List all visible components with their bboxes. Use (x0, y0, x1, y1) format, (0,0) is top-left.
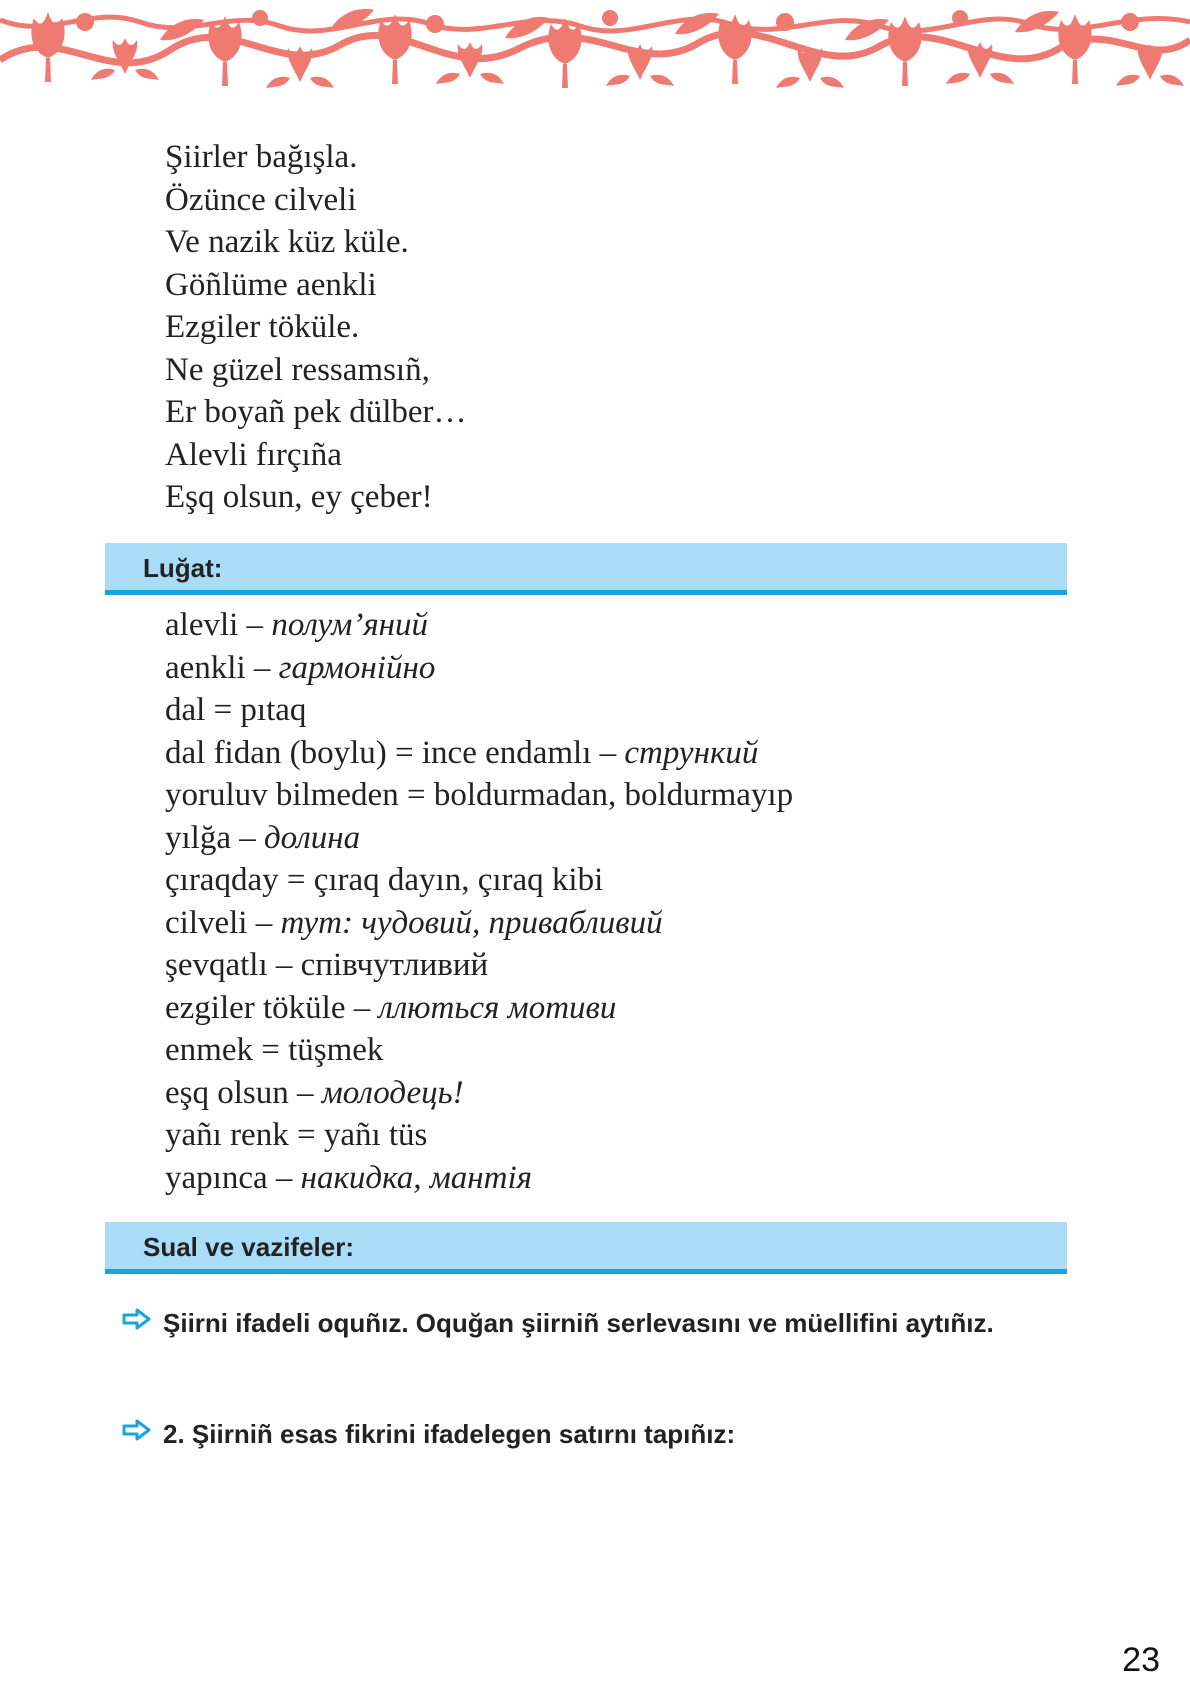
vocabulary-translation: ллються мотиви (378, 989, 617, 1026)
arrow-right-icon (122, 1308, 152, 1330)
vocabulary-word: dal fidan (boylu) = ince endamlı – (165, 734, 625, 771)
vocabulary-word: yapınca – (165, 1159, 301, 1196)
poem-line: Ve nazik küz küle. (165, 224, 409, 260)
vocabulary-entry (165, 1029, 793, 1072)
vocabulary-entry (165, 604, 793, 647)
poem-line: Ezgiler töküle. (165, 309, 360, 345)
poem-line: Göñlüme aenkli (165, 266, 377, 303)
vocabulary-word: ezgiler töküle – (165, 989, 379, 1026)
vocabulary-word: cilveli – (165, 904, 281, 941)
floral-border-icon (0, 0, 1190, 110)
vocabulary-translation: полум’яний (271, 607, 429, 643)
vocabulary-word: alevli – (165, 607, 272, 643)
vocabulary-word: yılğa – (165, 819, 264, 856)
vocabulary-word: yoruluv bilmeden = boldurmadan, boldurmayıp (165, 777, 794, 813)
vocabulary-title: Luğat: (143, 553, 223, 583)
vocabulary-list (165, 604, 793, 1199)
vocabulary-word: eşq olsun – (165, 1074, 322, 1111)
vocabulary-entry (165, 859, 793, 902)
vocabulary-entry (165, 1072, 793, 1115)
poem-line: Şiirler bağışla. (165, 139, 358, 175)
vocabulary-entry (165, 774, 793, 817)
task-text: Şiirni ifadeli oquñız. Oquğan şiirniñ serlevasını ve müellifini aytıñız. (163, 1308, 994, 1338)
questions-header (105, 1222, 1067, 1274)
vocabulary-entry (165, 944, 793, 987)
vocabulary-entry (165, 1114, 793, 1157)
vocabulary-translation: накидка, мантія (300, 1159, 532, 1196)
vocabulary-word: şevqatlı – співчутливий (165, 947, 489, 983)
vocabulary-translation: гармонійно (278, 649, 436, 686)
vocabulary-header (105, 543, 1067, 595)
questions-title: Sual ve vazifeler: (143, 1232, 354, 1262)
vocabulary-translation: стрункий (624, 734, 759, 771)
vocabulary-word: aenkli – (165, 649, 279, 686)
vocabulary-word: enmek = tüşmek (165, 1032, 384, 1068)
vocabulary-entry (165, 817, 793, 860)
vocabulary-entry (165, 987, 793, 1030)
vocabulary-entry (165, 902, 793, 945)
page-number: 23 (1122, 1641, 1160, 1679)
task-text: 2. Şiirniñ esas fikrini ifadelegen satırnı tapıñız: (163, 1419, 736, 1449)
vocabulary-word: dal = pıtaq (165, 692, 307, 728)
arrow-right-icon (122, 1419, 152, 1441)
poem-stanza (165, 136, 467, 519)
vocabulary-translation: молодець! (321, 1074, 464, 1111)
vocabulary-entry (165, 1157, 793, 1200)
vocabulary-word: çıraqday = çıraq dayın, çıraq kibi (165, 862, 604, 898)
vocabulary-entry (165, 689, 793, 732)
vocabulary-entry (165, 647, 793, 690)
vocabulary-word: yañı renk = yañı tüs (165, 1117, 428, 1153)
poem-line: Alevli fırçıña (165, 436, 342, 473)
vocabulary-translation: долина (263, 819, 361, 856)
poem-line: Er boyañ pek dülber… (165, 394, 467, 430)
vocabulary-translation: тут: чудовий, привабливий (280, 904, 663, 941)
vocabulary-entry (165, 732, 793, 775)
poem-line: Eşq olsun, ey çeber! (165, 479, 433, 515)
poem-line: Özünce cilveli (165, 181, 357, 218)
poem-line: Ne güzel ressamsıñ, (165, 351, 430, 388)
